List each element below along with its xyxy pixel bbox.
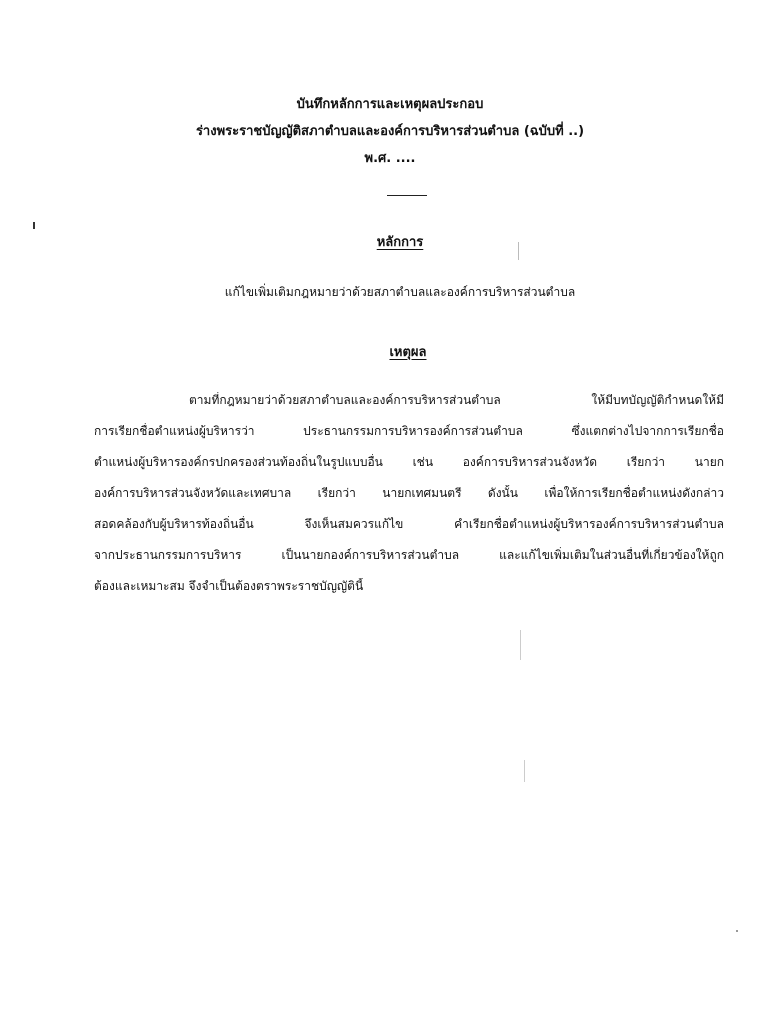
reason-line: ต้องและเหมาะสม จึงจำเป็นต้องตราพระราชบัญญัตินี้ xyxy=(94,579,364,593)
reason-line: จากประธานกรรมการบริหาร เป็นนายกองค์การบริหารส่วนตำบล และแก้ไขเพิ่มเติมในส่วนอื่นที่เกี่ยวข้องให้ถูก xyxy=(94,548,724,562)
reason-line: ตามที่กฎหมายว่าด้วยสภาตำบลและองค์การบริหารส่วนตำบล ให้มีบทบัญญัติกำหนดให้มี xyxy=(189,393,724,407)
principle-heading: หลักการ xyxy=(376,235,424,250)
scan-mark xyxy=(520,630,521,660)
document-year: พ.ศ. .... xyxy=(364,151,416,166)
reason-line: ตำแหน่งผู้บริหารองค์กรปกครองส่วนท้องถิ่นในรูปแบบอื่น เช่น องค์การบริหารส่วนจังหวัด เรียกว่า นายก xyxy=(94,455,724,469)
document-subtitle: ร่างพระราชบัญญัติสภาตำบลและองค์การบริหารส่วนตำบล (ฉบับที่ ..) xyxy=(195,124,585,139)
reason-line: การเรียกชื่อตำแหน่งผู้บริหารว่า ประธานกรรมการบริหารองค์การส่วนตำบล ซึ่งแตกต่างไปจากการเรียกชื่อ xyxy=(94,424,724,438)
reason-line: องค์การบริหารส่วนจังหวัดและเทศบาล เรียกว่า นายกเทศมนตรี ดังนั้น เพื่อให้การเรียกชื่อตำแหน่งดังกล่าว xyxy=(94,486,724,500)
principle-text: แก้ไขเพิ่มเติมกฎหมายว่าด้วยสภาตำบลและองค์การบริหารส่วนตำบล xyxy=(224,285,576,299)
scan-mark xyxy=(736,930,738,932)
reason-heading: เหตุผล xyxy=(389,345,427,360)
scan-mark xyxy=(518,242,519,260)
reason-line: สอดคล้องกับผู้บริหารท้องถิ่นอื่น จึงเห็นสมควรแก้ไข คำเรียกชื่อตำแหน่งผู้บริหารองค์การบริหารส่วนตำบล xyxy=(94,517,724,531)
scan-mark xyxy=(524,760,525,782)
document-title: บันทึกหลักการและเหตุผลประกอบ xyxy=(296,97,484,112)
title-divider xyxy=(387,195,427,196)
scan-mark xyxy=(33,222,35,229)
